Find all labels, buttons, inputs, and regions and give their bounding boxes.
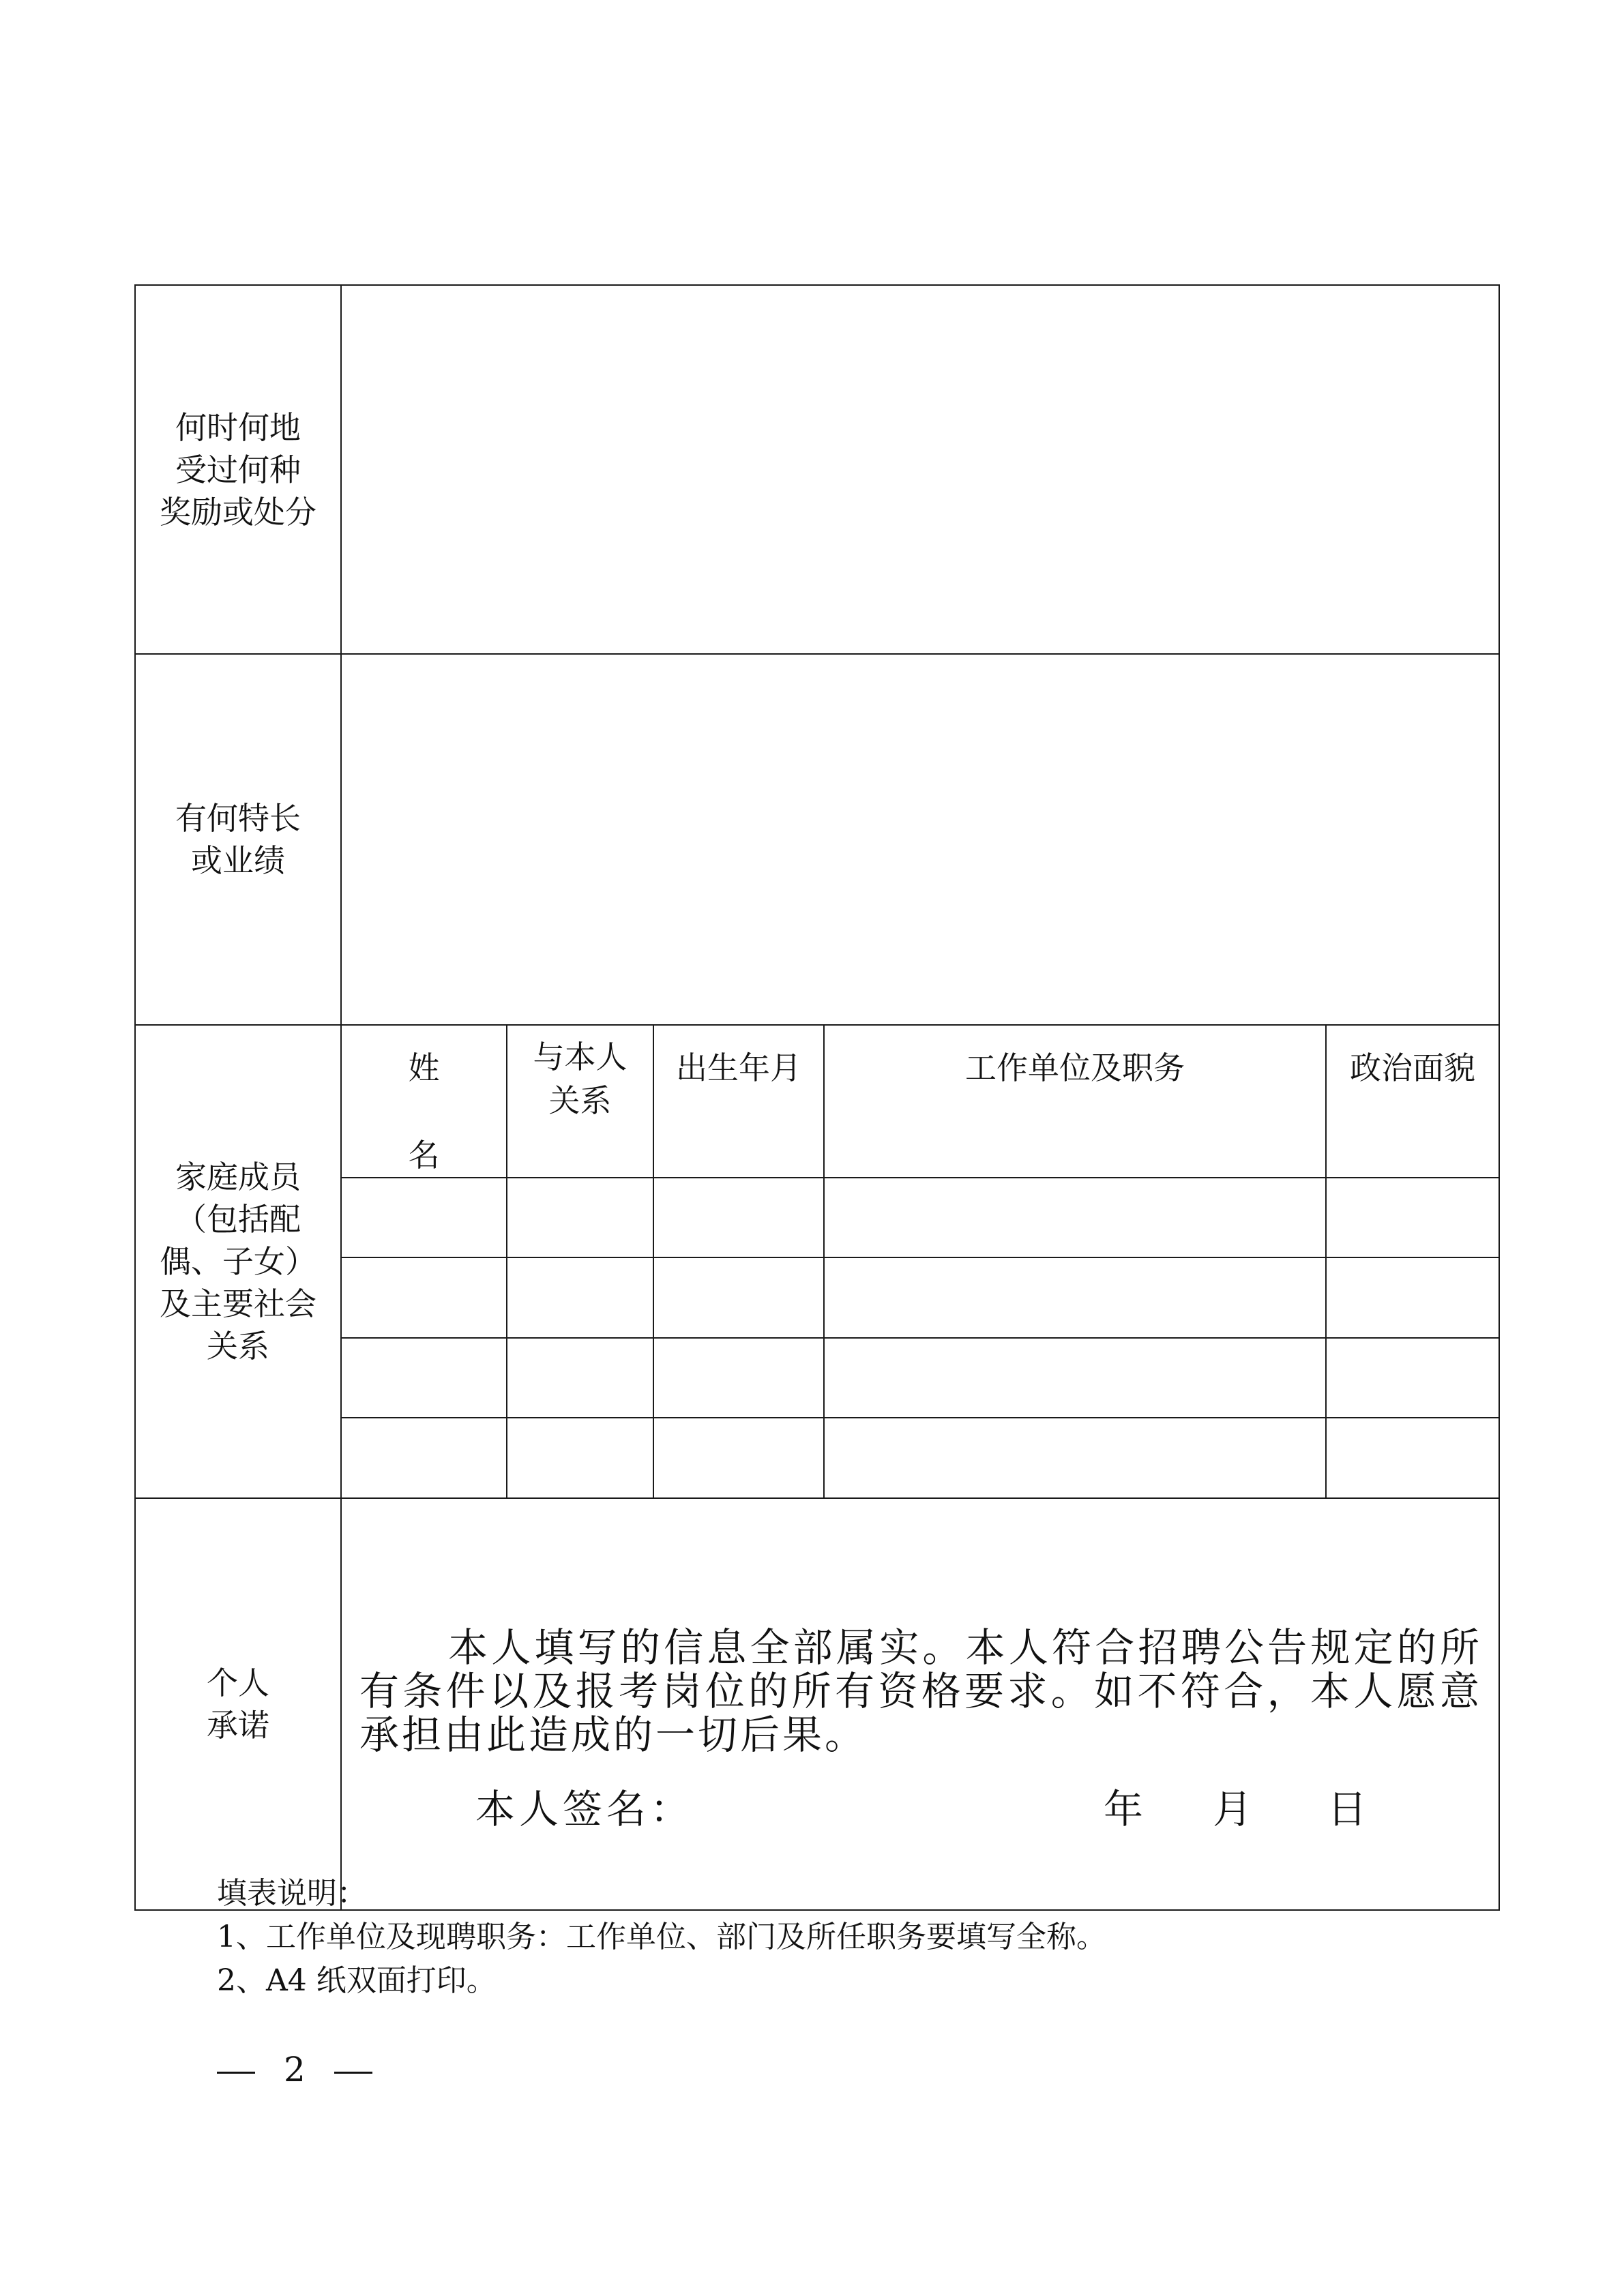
signature-label: 本人签名： (475, 1786, 694, 1832)
date-month-label: 月 (1213, 1786, 1253, 1832)
family-relation-field[interactable] (507, 1418, 653, 1498)
header-work-text: 工作单位及职务 (965, 1049, 1185, 1086)
header-relation (507, 1025, 653, 1178)
awards-label-line: 奖励或处分 (160, 493, 316, 531)
family-label (135, 1025, 341, 1498)
family-work-field[interactable] (824, 1418, 1326, 1498)
family-work-field[interactable] (824, 1257, 1326, 1338)
family-label-line: 家庭成员 (175, 1159, 301, 1195)
family-label-line: 关系 (207, 1328, 269, 1365)
page-number-value: 2 (284, 2050, 306, 2089)
family-label-line: 偶、子女） (160, 1243, 316, 1280)
pledge-text: 本人填写的信息全部属实。本人符合招聘公告规定的所有条件以及报考岗位的所有资格要求。如不符合，本人愿意承担由此造成的一切后果。 (359, 1624, 1483, 1758)
family-politics-field[interactable] (1326, 1178, 1499, 1257)
specialty-label-line: 有何特长 (175, 800, 301, 837)
header-work (824, 1025, 1326, 1178)
family-relation-field[interactable] (507, 1338, 653, 1418)
date-year-label: 年 (1104, 1786, 1144, 1832)
family-name-field[interactable] (341, 1178, 507, 1257)
family-work-field[interactable] (824, 1338, 1326, 1418)
dash-right (334, 2072, 372, 2074)
awards-label-line: 何时何地 (175, 408, 301, 446)
header-politics (1326, 1025, 1499, 1178)
awards-row (135, 285, 1499, 654)
pledge-label-line: 承诺 (207, 1707, 269, 1744)
specialty-row (135, 654, 1499, 1025)
pledge-cell (341, 1498, 1499, 1910)
instruction-item: 2、A4 纸双面打印。 (217, 1963, 497, 1998)
dash-left (217, 2072, 255, 2074)
family-name-field[interactable] (341, 1418, 507, 1498)
header-birth (653, 1025, 824, 1178)
family-politics-field[interactable] (1326, 1257, 1499, 1338)
instruction-item: 1、工作单位及现聘职务：工作单位、部门及所任职务要填写全称。 (217, 1920, 1106, 1954)
specialty-label-line: 或业绩 (191, 842, 285, 879)
header-name-char: 姓 (408, 1049, 440, 1086)
family-politics-field[interactable] (1326, 1418, 1499, 1498)
family-relation-field[interactable] (507, 1257, 653, 1338)
date-day-label: 日 (1327, 1786, 1368, 1832)
family-birth-field[interactable] (653, 1418, 824, 1498)
header-name (341, 1025, 507, 1178)
fill-instructions (217, 1872, 1106, 2003)
pledge-row (135, 1498, 1499, 1910)
specialty-field[interactable] (341, 654, 1499, 1025)
family-label-line: （包括配 (175, 1201, 301, 1238)
family-name-field[interactable] (341, 1257, 507, 1338)
pledge-label-line: 个人 (207, 1665, 269, 1701)
header-politics-text: 政治面貌 (1350, 1049, 1476, 1086)
family-name-field[interactable] (341, 1338, 507, 1418)
specialty-label (135, 654, 341, 1025)
family-work-field[interactable] (824, 1178, 1326, 1257)
page-number (217, 2046, 372, 2093)
family-relation-field[interactable] (507, 1178, 653, 1257)
family-birth-field[interactable] (653, 1178, 824, 1257)
family-birth-field[interactable] (653, 1338, 824, 1418)
family-birth-field[interactable] (653, 1257, 824, 1338)
header-name-char: 名 (408, 1137, 440, 1174)
awards-label (135, 285, 341, 654)
application-form-table (134, 284, 1500, 1911)
family-politics-field[interactable] (1326, 1338, 1499, 1418)
awards-field[interactable] (341, 285, 1499, 654)
pledge-label (135, 1498, 341, 1910)
header-relation-line: 与本人 (533, 1039, 628, 1075)
awards-label-line: 受过何种 (175, 451, 301, 488)
instructions-title: 填表说明： (217, 1876, 367, 1911)
family-header-row (135, 1025, 1499, 1178)
family-label-line: 及主要社会 (160, 1285, 316, 1322)
header-relation-line: 关系 (548, 1082, 612, 1119)
header-birth-text: 出生年月 (676, 1049, 801, 1086)
signature-line (342, 1785, 1498, 1840)
